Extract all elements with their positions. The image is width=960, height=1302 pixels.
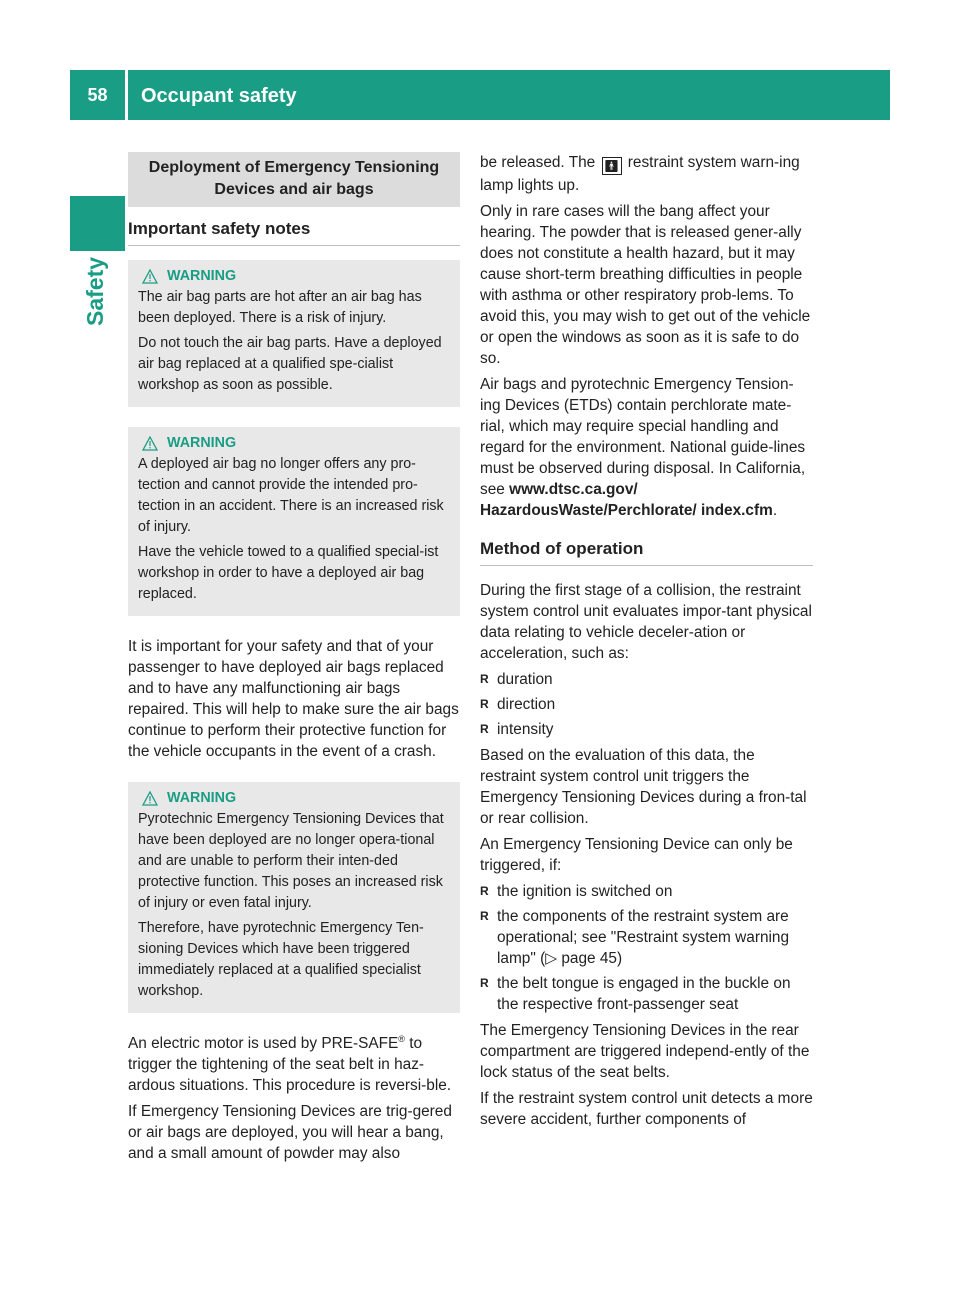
- section-heading: Deployment of Emergency Tensioning Devices and air bags: [128, 152, 460, 207]
- warning-text: Therefore, have pyrotechnic Emergency Ten-sioning Devices which have been triggered immediately replaced at a qualified specialist workshop.: [138, 920, 424, 999]
- body-paragraph: [128, 1033, 460, 1096]
- page-number: 58: [87, 85, 108, 105]
- subheading-method-of-operation: Method of operation: [480, 527, 813, 566]
- body-paragraph: If Emergency Tensioning Devices are trig-gered or air bags are deployed, you will hear a bang, and a small amount of powder may also: [128, 1103, 452, 1162]
- text-span: Air bags and pyrotechnic Emergency Tension-ing Devices (ETDs) contain perchlorate mate-rial, which may require special handling and regard for the environment. National guide-lines must be observed during disposal. In California, see: [480, 376, 806, 498]
- warning-box: [128, 260, 460, 407]
- section-title: Occupant safety: [141, 85, 297, 107]
- warning-box: [128, 427, 460, 616]
- warning-text: Have the vehicle towed to a qualified special-ist workshop in order to have a deployed air bag replaced.: [138, 544, 439, 602]
- page-ref-arrow-icon: ▷: [545, 950, 558, 967]
- warning-triangle-icon: [142, 436, 158, 451]
- list-item: R the belt tongue is engaged in the buckle on the respective front-passenger seat: [480, 973, 813, 1015]
- pre-safe-text-cont: to trigger the tightening of the seat belt in haz-ardous situations. This procedure is reversi-ble.: [128, 1035, 452, 1094]
- criteria-list: [480, 669, 813, 740]
- body-paragraph: [480, 152, 813, 196]
- body-paragraph: The Emergency Tensioning Devices in the rear compartment are triggered independ-ently of the lock status of the seat belts.: [480, 1022, 810, 1081]
- warning-text: Pyrotechnic Emergency Tensioning Devices that have been deployed are no longer opera-tional and are unable to perform their inten-ded protective function. This poses an increased risk of injury or even fatal injury.: [138, 811, 444, 911]
- warning-text: Do not touch the air bag parts. Have a deployed air bag replaced at a qualified spe-cialist workshop as soon as possible.: [138, 335, 442, 393]
- text-span: .: [772, 502, 778, 519]
- warning-title: WARNING: [167, 790, 237, 806]
- conditions-list: [480, 881, 813, 1015]
- warning-header: [138, 268, 450, 284]
- warning-title: WARNING: [167, 435, 237, 451]
- warning-header: [138, 435, 450, 451]
- text-span: be released. The: [480, 154, 600, 171]
- airbag-warning-icon: 🚹︎: [602, 157, 622, 175]
- warning-header: [138, 790, 450, 806]
- text-span: restraint system warn-ing lamp lights up.: [480, 154, 800, 194]
- side-tab-marker: [70, 196, 125, 251]
- list-item: R direction: [480, 694, 813, 715]
- warning-title: WARNING: [167, 268, 237, 284]
- registered-mark: ®: [398, 1033, 405, 1044]
- page-reference-link[interactable]: page 45): [557, 950, 623, 967]
- body-paragraph: An Emergency Tensioning Device can only be triggered, if:: [480, 836, 793, 874]
- warning-text: The air bag parts are hot after an air bag has been deployed. There is a risk of injury.: [138, 289, 422, 326]
- body-paragraph: During the first stage of a collision, the restraint system control unit evaluates impor-tant physical data relating to vehicle deceler-ation or acceleration, such as:: [480, 582, 812, 662]
- list-item: R the ignition is switched on: [480, 881, 813, 902]
- header-separator: [125, 70, 128, 120]
- body-paragraph: Based on the evaluation of this data, the restraint system control unit triggers the Emergency Tensioning Devices during a fron-tal or rear collision.: [480, 747, 807, 827]
- warning-triangle-icon: [142, 791, 158, 806]
- body-paragraph: It is important for your safety and that of your passenger to have deployed air bags replaced and to have any malfunctioning air bags repaired. This will help to make sure the air bags continue to perform their protective function for the vehicle occupants in the event of a crash.: [128, 638, 459, 760]
- side-tab-label: Safety: [82, 256, 108, 326]
- list-item: R intensity: [480, 719, 813, 740]
- warning-triangle-icon: [142, 269, 158, 284]
- body-paragraph: If the restraint system control unit detects a more severe accident, further components of: [480, 1090, 813, 1128]
- text-span: the components of the restraint system are operational; see "Restraint system warning lamp" (: [497, 908, 790, 967]
- body-paragraph: Only in rare cases will the bang affect your hearing. The powder that is released gener-ally does not constitute a health hazard, but it may cause short-term breathing difficulties in people with asthma or other respiratory prob-lems. To avoid this, you may wish to get out of the vehicle or open the windows as soon as it is safe to do so.: [480, 203, 811, 367]
- subheading-safety-notes: Important safety notes: [128, 207, 460, 246]
- warning-box: [128, 782, 460, 1013]
- pre-safe-text: An electric motor is used by PRE-SAFE: [128, 1035, 399, 1052]
- left-column: [128, 152, 460, 1169]
- warning-text: A deployed air bag no longer offers any pro-tection and cannot provide the intended pro-tection in an accident. There is an increased risk of injury.: [138, 456, 444, 535]
- right-column: [480, 152, 813, 1135]
- list-item: [480, 906, 813, 969]
- body-paragraph: [480, 374, 813, 521]
- list-item: R duration: [480, 669, 813, 690]
- perchlorate-link[interactable]: www.dtsc.ca.gov/ HazardousWaste/Perchlorate/ index.cfm: [480, 481, 773, 519]
